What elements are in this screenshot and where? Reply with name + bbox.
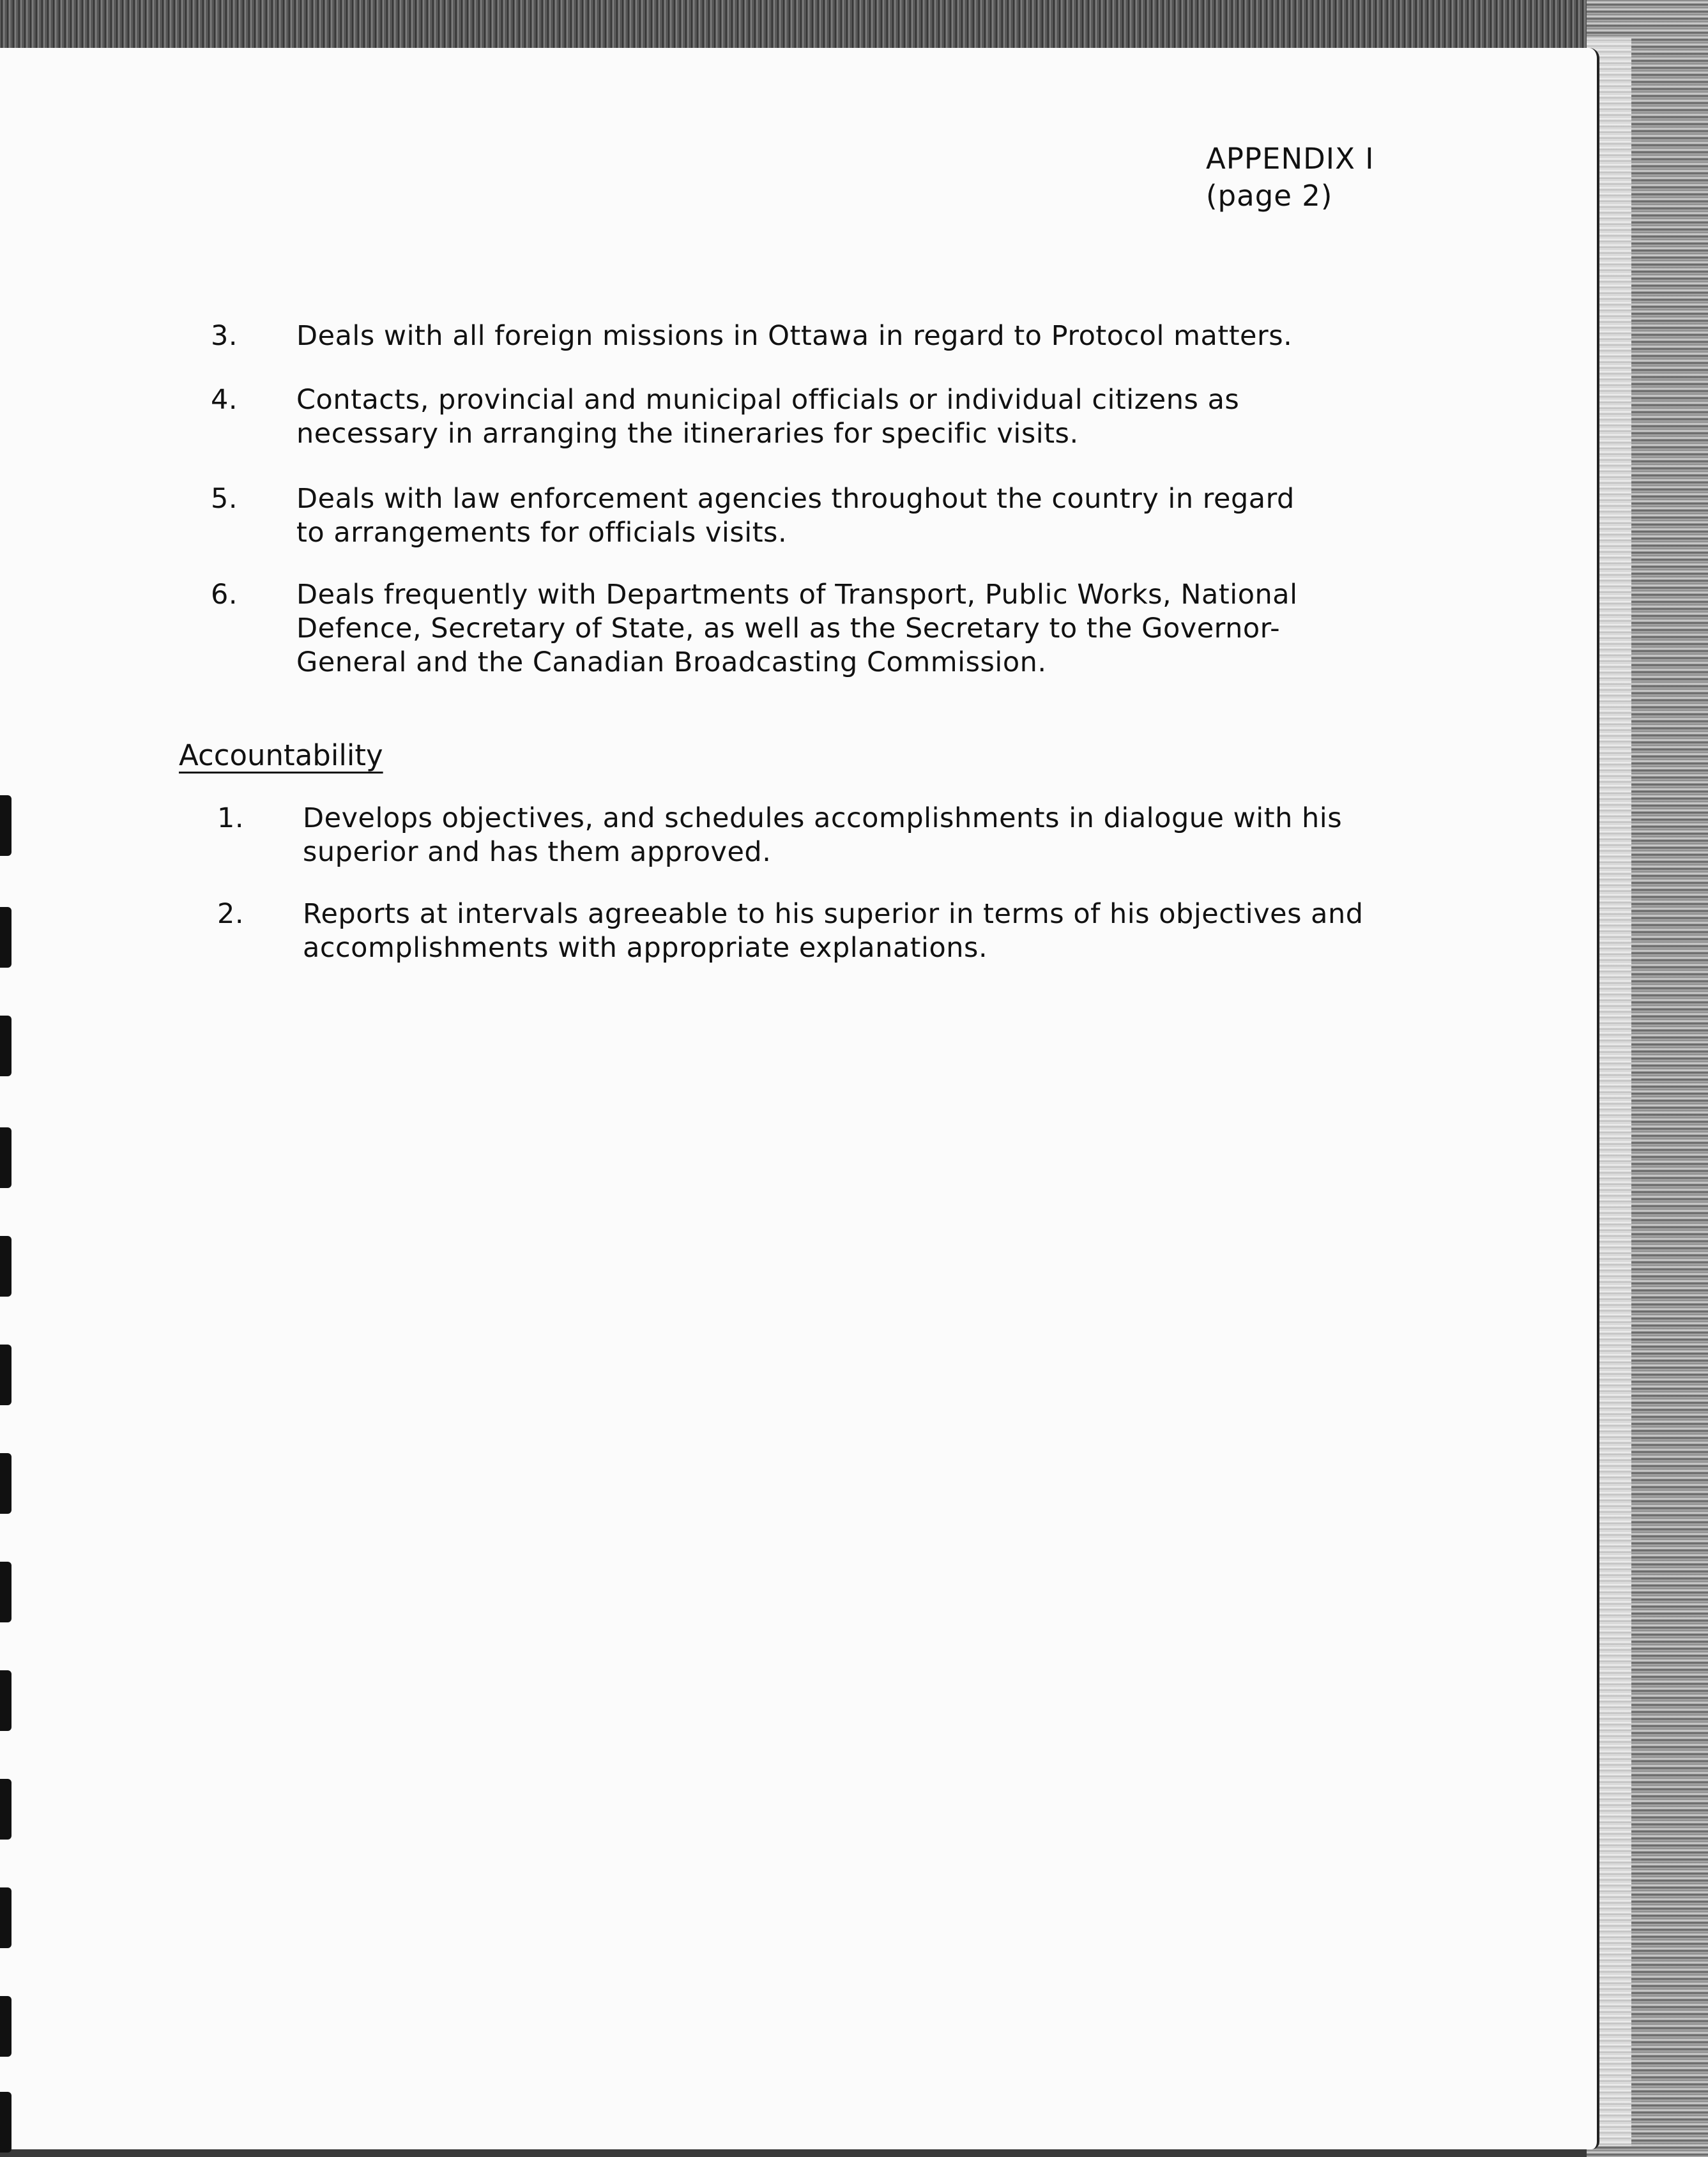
item-line: Reports at intervals agreeable to his superior in terms of his objectives and	[303, 898, 1364, 930]
appendix-title: APPENDIX I	[1206, 142, 1375, 176]
item-number: 2.	[217, 898, 245, 930]
document-page	[0, 48, 1599, 2149]
binding-ring	[0, 1016, 11, 1076]
item-line: Develops objectives, and schedules accomplishments in dialogue with his	[303, 802, 1343, 834]
item-text	[296, 482, 1542, 550]
item-line: accomplishments with appropriate explanations.	[303, 932, 988, 964]
binding-ring	[0, 2092, 11, 2153]
binding-ring	[0, 1996, 11, 2057]
binding-ring	[0, 1779, 11, 1840]
item-text	[296, 319, 1542, 353]
item-number: 3.	[211, 320, 238, 352]
item-text	[303, 897, 1548, 965]
item-line: superior and has them approved.	[303, 836, 772, 868]
binding-ring	[0, 907, 11, 968]
item-text	[303, 802, 1548, 869]
binding-ring	[0, 795, 11, 856]
item-line: Contacts, provincial and municipal officials or individual citizens as	[296, 384, 1240, 416]
item-text	[296, 578, 1542, 680]
item-line: Deals frequently with Departments of Transport, Public Works, National	[296, 579, 1298, 611]
item-line: Defence, Secretary of State, as well as the Secretary to the Governor-	[296, 613, 1281, 644]
item-number: 6.	[211, 579, 238, 611]
section-heading-accountability: Accountability	[179, 738, 383, 772]
binding-ring	[0, 1562, 11, 1622]
item-line: Deals with all foreign missions in Ottawa in regard to Protocol matters.	[296, 320, 1293, 352]
item-number: 5.	[211, 483, 238, 515]
binding-ring	[0, 1453, 11, 1514]
item-number: 1.	[217, 802, 245, 834]
item-line: necessary in arranging the itineraries for specific visits.	[296, 418, 1079, 450]
binding-ring	[0, 1236, 11, 1297]
binding-ring	[0, 1127, 11, 1188]
item-line: Deals with law enforcement agencies throughout the country in regard	[296, 483, 1295, 515]
page-indicator: (page 2)	[1206, 179, 1333, 213]
binding-ring	[0, 1670, 11, 1731]
binding-ring	[0, 1887, 11, 1948]
item-text	[296, 383, 1542, 451]
item-line: General and the Canadian Broadcasting Commission.	[296, 646, 1047, 678]
binding-ring	[0, 1345, 11, 1405]
item-number: 4.	[211, 384, 238, 416]
item-line: to arrangements for officials visits.	[296, 517, 788, 549]
appendix-header	[1206, 141, 1374, 215]
